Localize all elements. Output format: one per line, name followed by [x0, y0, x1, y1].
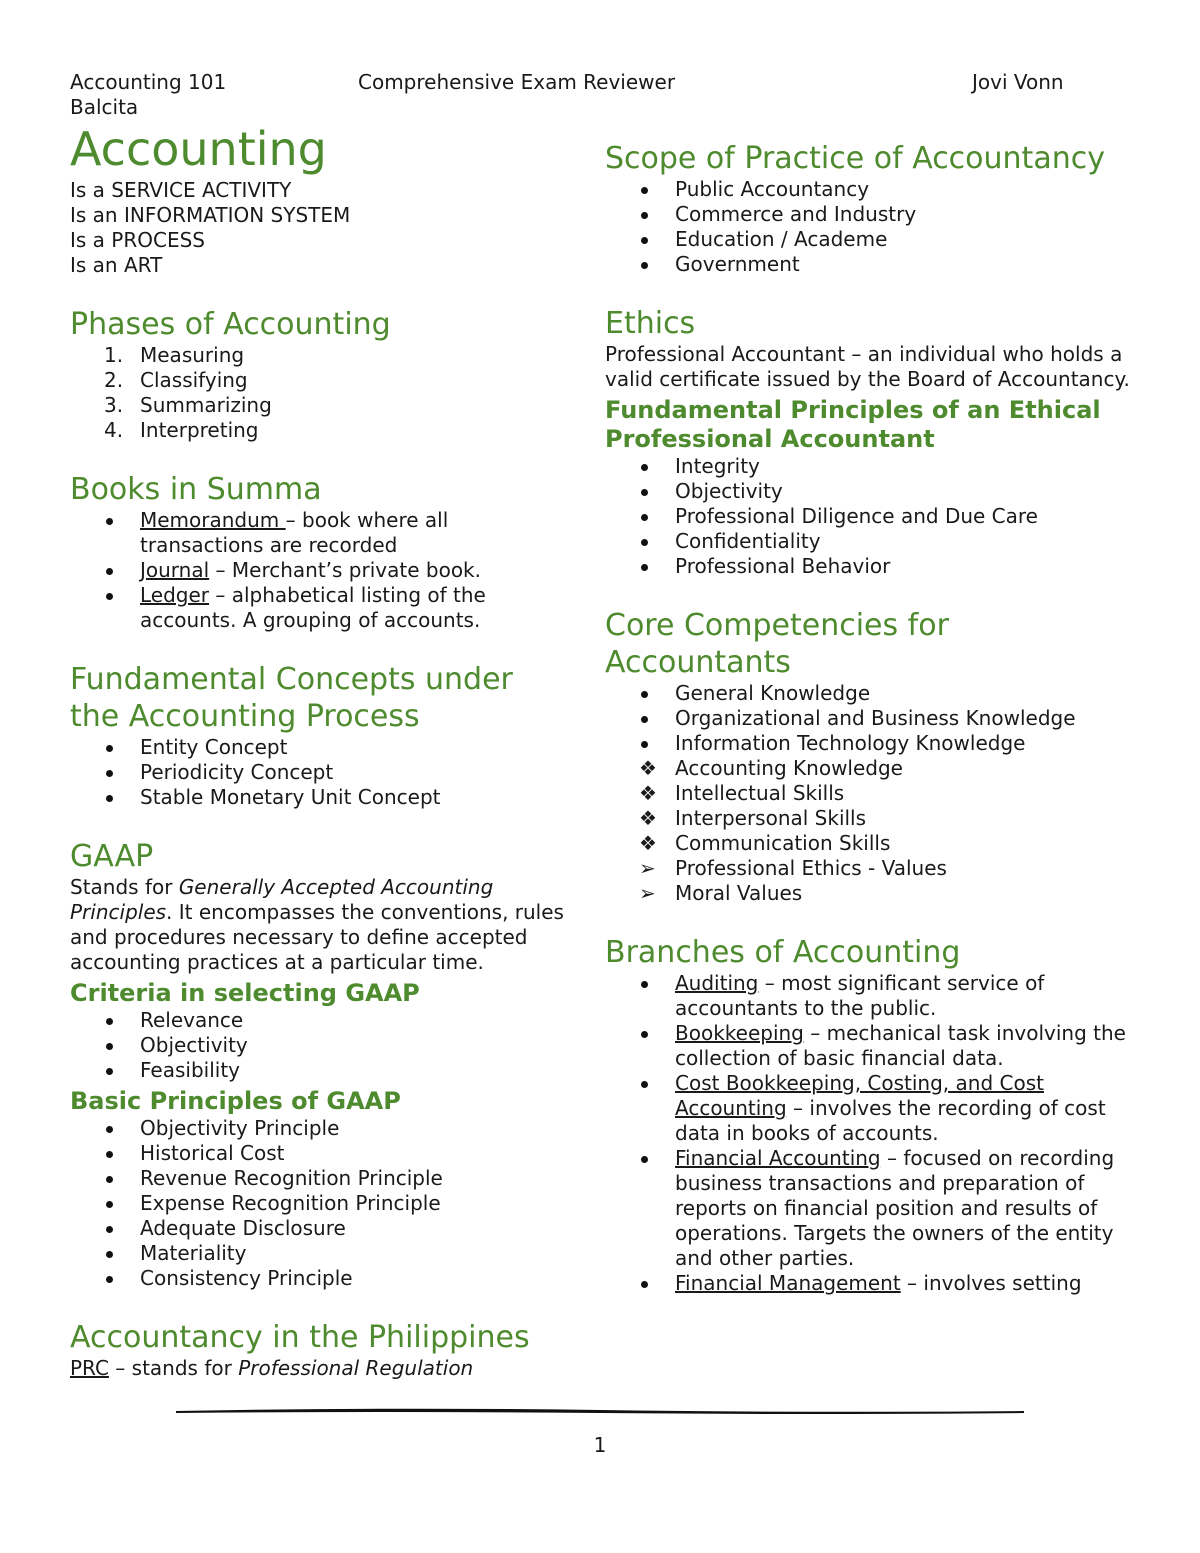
list-item: Objectivity [140, 1033, 248, 1057]
list-item: Consistency Principle [140, 1266, 353, 1290]
header-document-title: Comprehensive Exam Reviewer [358, 70, 676, 94]
section-heading-concepts: Fundamental Concepts under the Accounting Process [70, 662, 513, 734]
list-item: ❖ Accounting Knowledge [639, 756, 903, 780]
list-item: 3. Summarizing [104, 393, 272, 417]
list-item: Confidentiality [675, 529, 821, 553]
page-title: Accounting [70, 122, 327, 176]
diamond-bullet-icon: ❖ [639, 806, 657, 830]
gaap-principles-list [70, 1116, 570, 1291]
definition-line: Is an INFORMATION SYSTEM [70, 203, 351, 227]
section-heading-gaap: GAAP [70, 839, 154, 874]
list-item: 1. Measuring [104, 343, 245, 367]
list-item: Government [675, 252, 800, 276]
gaap-criteria-list [70, 1008, 570, 1083]
subheading-gaap-principles: Basic Principles of GAAP [70, 1087, 401, 1115]
section-heading-philippines: Accountancy in the Philippines [70, 1320, 530, 1355]
list-item: Historical Cost [140, 1141, 285, 1165]
list-item: 2. Classifying [104, 368, 248, 392]
list-item: Revenue Recognition Principle [140, 1166, 443, 1190]
left-column [70, 124, 570, 1381]
list-item: Stable Monetary Unit Concept [140, 785, 441, 809]
definition-line: Is a SERVICE ACTIVITY [70, 178, 292, 202]
section-heading-scope: Scope of Practice of Accountancy [605, 141, 1105, 176]
list-item: Professional Diligence and Due Care [675, 504, 1038, 528]
subheading-gaap-criteria: Criteria in selecting GAAP [70, 979, 420, 1007]
phases-list [70, 343, 570, 443]
list-item: Bookkeeping – mechanical task involving the collection of basic financial data. [675, 1021, 1126, 1070]
section-heading-branches: Branches of Accounting [605, 935, 961, 970]
accounting-definitions [70, 178, 570, 278]
ethics-principles-list [605, 454, 1135, 579]
list-item: Organizational and Business Knowledge [675, 706, 1076, 730]
footer-divider [176, 1407, 1024, 1415]
arrow-bullet-icon: ➢ [639, 881, 656, 905]
header-author-name: Jovi Vonn [972, 70, 1064, 94]
list-item: Integrity [675, 454, 760, 478]
list-item: Feasibility [140, 1058, 240, 1082]
diamond-bullet-icon: ❖ [639, 756, 657, 780]
diamond-bullet-icon: ❖ [639, 781, 657, 805]
list-item: ❖ Interpersonal Skills [639, 806, 867, 830]
page-number: 1 [593, 1433, 607, 1457]
arrow-bullet-icon: ➢ [639, 856, 656, 880]
list-item: General Knowledge [675, 681, 871, 705]
list-item: Objectivity Principle [140, 1116, 340, 1140]
list-item: 4. Interpreting [104, 418, 259, 442]
section-heading-competencies: Core Competencies for Accountants [605, 608, 949, 680]
list-item: ➢ Moral Values [639, 881, 803, 905]
list-item: Information Technology Knowledge [675, 731, 1026, 755]
section-heading-phases: Phases of Accounting [70, 307, 391, 342]
definition-line: Is a PROCESS [70, 228, 205, 252]
diamond-bullet-icon: ❖ [639, 831, 657, 855]
section-heading-ethics: Ethics [605, 306, 696, 341]
subheading-ethical-principles: Fundamental Principles of an Ethical Professional Accountant [605, 396, 1101, 453]
list-item: Financial Management – involves setting [675, 1271, 1082, 1295]
list-item: Adequate Disclosure [140, 1216, 346, 1240]
list-item: Objectivity [675, 479, 783, 503]
list-item: Commerce and Industry [675, 202, 917, 226]
list-item: Auditing – most significant service of accountants to the public. [675, 971, 1045, 1020]
list-item: Relevance [140, 1008, 244, 1032]
ethics-definition: Professional Accountant – an individual who holds a valid certificate issued by the Board of Accountancy. [605, 342, 1130, 391]
list-item: Cost Bookkeeping, Costing, and Cost Accounting – involves the recording of cost data in books of accounts. [675, 1071, 1106, 1145]
list-item: Professional Behavior [675, 554, 891, 578]
concepts-list [70, 735, 570, 810]
list-item: Financial Accounting – focused on recording business transactions and preparation of reports on financial position and results of operations. Targets the owners of the entity and other parties. [675, 1146, 1115, 1270]
list-item: Expense Recognition Principle [140, 1191, 441, 1215]
section-heading-books: Books in Summa [70, 472, 322, 507]
list-item: Materiality [140, 1241, 247, 1265]
header-author-surname: Balcita [70, 95, 139, 119]
list-item: Ledger – alphabetical listing of the accounts. A grouping of accounts. [140, 583, 486, 632]
list-item: ❖ Intellectual Skills [639, 781, 845, 805]
gaap-definition: Stands for Generally Accepted Accounting Principles. It encompasses the conventions, rules and procedures necessary to define accepted accounting practices at a particular time. [70, 875, 564, 974]
list-item: ➢ Professional Ethics - Values [639, 856, 947, 880]
list-item: Memorandum – book where all transactions are recorded [140, 508, 449, 557]
branches-list [605, 971, 1135, 1296]
list-item: Periodicity Concept [140, 760, 334, 784]
header-course [70, 70, 226, 120]
prc-definition: PRC – stands for Professional Regulation [70, 1356, 474, 1380]
list-item: Public Accountancy [675, 177, 870, 201]
list-item: Journal – Merchant’s private book. [140, 558, 481, 582]
right-column [605, 140, 1135, 1296]
header-course-title: Accounting 101 [70, 70, 227, 94]
competencies-list [605, 681, 1135, 906]
list-item: Education / Academe [675, 227, 888, 251]
scope-list [605, 177, 1135, 277]
books-list [70, 508, 570, 633]
definition-line: Is an ART [70, 253, 163, 277]
list-item: Entity Concept [140, 735, 288, 759]
list-item: ❖ Communication Skills [639, 831, 891, 855]
